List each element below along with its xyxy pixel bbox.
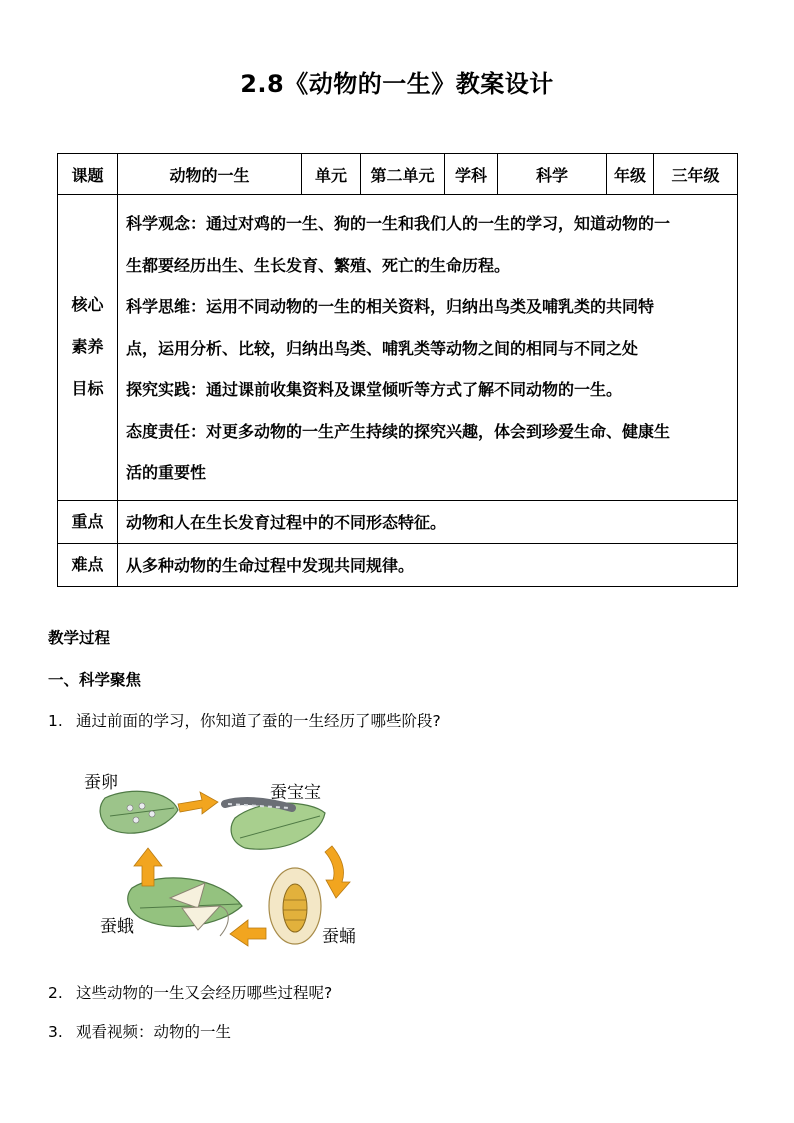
key-point-label: 重点 xyxy=(58,500,118,543)
goal-line: 科学观念：通过对鸡的一生、狗的一生和我们人的一生的学习，知道动物的一 xyxy=(126,214,671,233)
egg-label: 蚕卵 xyxy=(84,773,118,793)
goal-line: 生都要经历出生、生长发育、繁殖、死亡的生命历程。 xyxy=(126,255,511,275)
moth-leaf xyxy=(128,878,242,936)
section1-heading: 一、科学聚焦 xyxy=(48,671,142,689)
unit-label: 单元 xyxy=(302,154,361,195)
goal-line: 科学思维：运用不同动物的一生的相关资料，归纳出鸟类及哺乳类的共同特 xyxy=(126,297,655,316)
goal-line: 点，运用分析、比较，归纳出鸟类、哺乳类等动物之间的相同与不同之处 xyxy=(126,338,639,358)
question-1 xyxy=(48,709,441,731)
difficulty-label: 难点 xyxy=(58,543,118,586)
question-number: 2. xyxy=(48,984,63,1002)
core-label-line: 素养 xyxy=(71,337,104,357)
difficulty-row xyxy=(58,543,738,586)
larva-label: 蚕宝宝 xyxy=(270,783,321,803)
process-heading: 教学过程 xyxy=(48,629,111,647)
core-goals-label xyxy=(58,195,118,501)
pupa-label: 蚕蛹 xyxy=(322,927,356,947)
core-goals-text xyxy=(118,195,738,501)
question-text: 通过前面的学习，你知道了蚕的一生经历了哪些阶段? xyxy=(76,712,441,730)
lesson-plan-table xyxy=(57,153,738,587)
topic-label: 课题 xyxy=(58,154,118,195)
subject-value: 科学 xyxy=(498,154,607,195)
pupa-cocoon xyxy=(269,868,321,944)
goal-line: 探究实践：通过课前收集资料及课堂倾听等方式了解不同动物的一生。 xyxy=(126,380,623,399)
question-text: 观看视频：动物的一生 xyxy=(76,1023,232,1041)
question-2 xyxy=(48,981,332,1003)
topic-value: 动物的一生 xyxy=(118,154,302,195)
arrow-pupa-to-moth xyxy=(230,920,266,946)
core-goals-row xyxy=(58,195,738,501)
key-point-row xyxy=(58,500,738,543)
arrow-larva-to-pupa xyxy=(325,846,350,898)
difficulty-text: 从多种动物的生命过程中发现共同规律。 xyxy=(118,543,738,586)
info-row xyxy=(58,154,738,195)
moth-label: 蚕蛾 xyxy=(100,917,134,937)
silkworm-life-cycle-diagram xyxy=(70,758,370,958)
subject-label: 学科 xyxy=(445,154,498,195)
question-number: 1. xyxy=(48,712,63,730)
question-text: 这些动物的一生又会经历哪些过程呢? xyxy=(76,984,333,1002)
question-3 xyxy=(48,1020,231,1042)
larva-leaf xyxy=(225,801,325,849)
grade-value: 三年级 xyxy=(654,154,738,195)
core-label-line: 核心 xyxy=(71,295,104,315)
question-number: 3. xyxy=(48,1023,63,1041)
egg-leaf xyxy=(100,791,178,833)
goal-line: 态度责任：对更多动物的一生产生持续的探究兴趣，体会到珍爱生命、健康生 xyxy=(126,421,671,441)
grade-label: 年级 xyxy=(607,154,654,195)
arrow-egg-to-larva xyxy=(178,792,218,814)
document-title: 2.8《动物的一生》教案设计 xyxy=(240,70,554,98)
goal-line: 活的重要性 xyxy=(126,463,207,482)
unit-value: 第二单元 xyxy=(361,154,445,195)
core-label-line: 目标 xyxy=(71,379,104,399)
key-point-text: 动物和人在生长发育过程中的不同形态特征。 xyxy=(118,500,738,543)
